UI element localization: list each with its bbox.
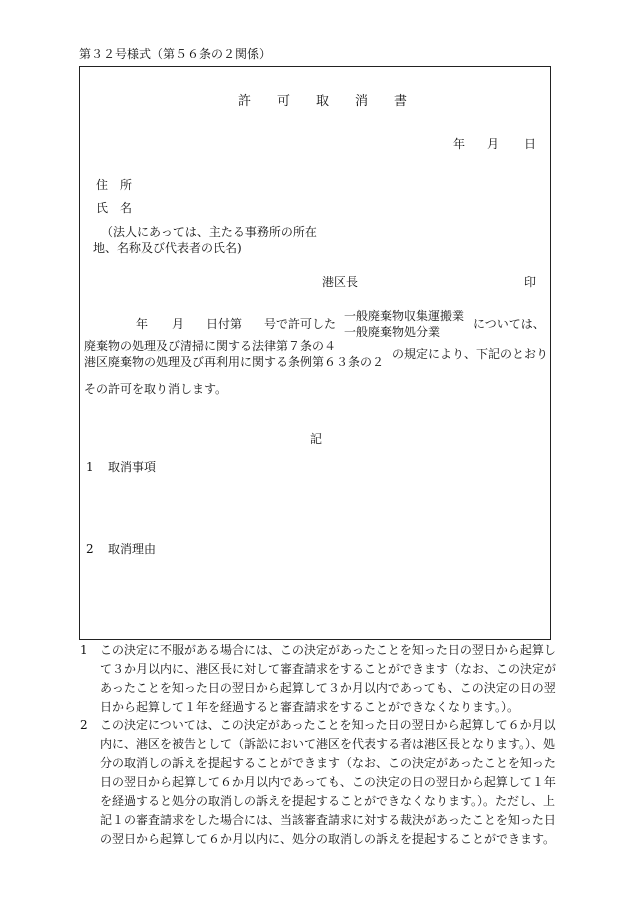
corp-note-line2: 地、名称及び代表者の氏名) [93,241,242,255]
note-1-text: この決定に不服がある場合には、この決定があったことを知った日の翌日から起算して３か月以内に、港区長に対して審査請求をすることができます（なお、この決定があったことを知った日の翌日から起算して３か月以内であっても、この決定の日の翌日から起算して１年を経過すると審査請求をすることができなくなります。）。 [100,643,557,714]
date-year: 年 [453,137,466,151]
corp-note-line1: （法人にあっては、主たる事務所の所在 [101,225,317,239]
form-number: 第３２号様式（第５６条の２関係） [79,47,272,61]
note-1 [80,641,558,717]
note-2-text: この決定については、この決定があったことを知った日の翌日から起算して６か月以内に、港区を被告として（訴訟において港区を代表する者は港区長となります。）、処分の取消しの訴えを提起することができます（なお、この決定があったことを知った日の翌日から起算して６か月以内であっても、この決定の日の翌日から起算して１年を経過すると処分の取消しの訴えを提起することができなくなります。）。ただし、上記１の審査請求をした場合には、当該審査請求に対する裁決があったことを知った日の翌日から起算して６か月以内に、処分の取消しの訴えを提起することができます。 [100,718,556,846]
seal-mark: 印 [524,275,537,289]
per-provision: の規定により、下記のとおり [392,347,549,361]
item-2-label: 取消理由 [108,542,157,556]
issuer-name: 港区長 [322,275,359,289]
permit-permitted: 号で許可した [264,317,337,331]
revoke-statement: その許可を取り消します。 [84,382,228,396]
document-title: 許 可 取 消 書 [238,94,408,109]
note-2 [80,716,558,849]
law-reference-1: 廃棄物の処理及び清掃に関する法律第７条の４ [84,339,337,353]
business-type-1: 一般廃棄物収集運搬業 [344,309,465,323]
permit-year: 年 [136,317,149,331]
permit-regarding: については、 [473,317,545,331]
item-1-num: 1 [86,460,94,474]
business-type-2: 一般廃棄物処分業 [344,325,441,339]
permit-dated-no: 日付第 [206,317,243,331]
ki-heading: 記 [310,432,323,446]
note-2-num: 2 [80,718,88,732]
date-day: 日 [524,137,537,151]
permit-month: 月 [172,317,185,331]
address-label: 住 所 [96,178,133,192]
item-2-num: 2 [86,542,94,556]
date-month: 月 [487,137,500,151]
law-reference-2: 港区廃棄物の処理及び再利用に関する条例第６３条の２ [84,355,385,369]
item-1-label: 取消事項 [108,460,157,474]
name-label: 氏 名 [96,201,133,215]
note-1-num: 1 [80,643,88,657]
